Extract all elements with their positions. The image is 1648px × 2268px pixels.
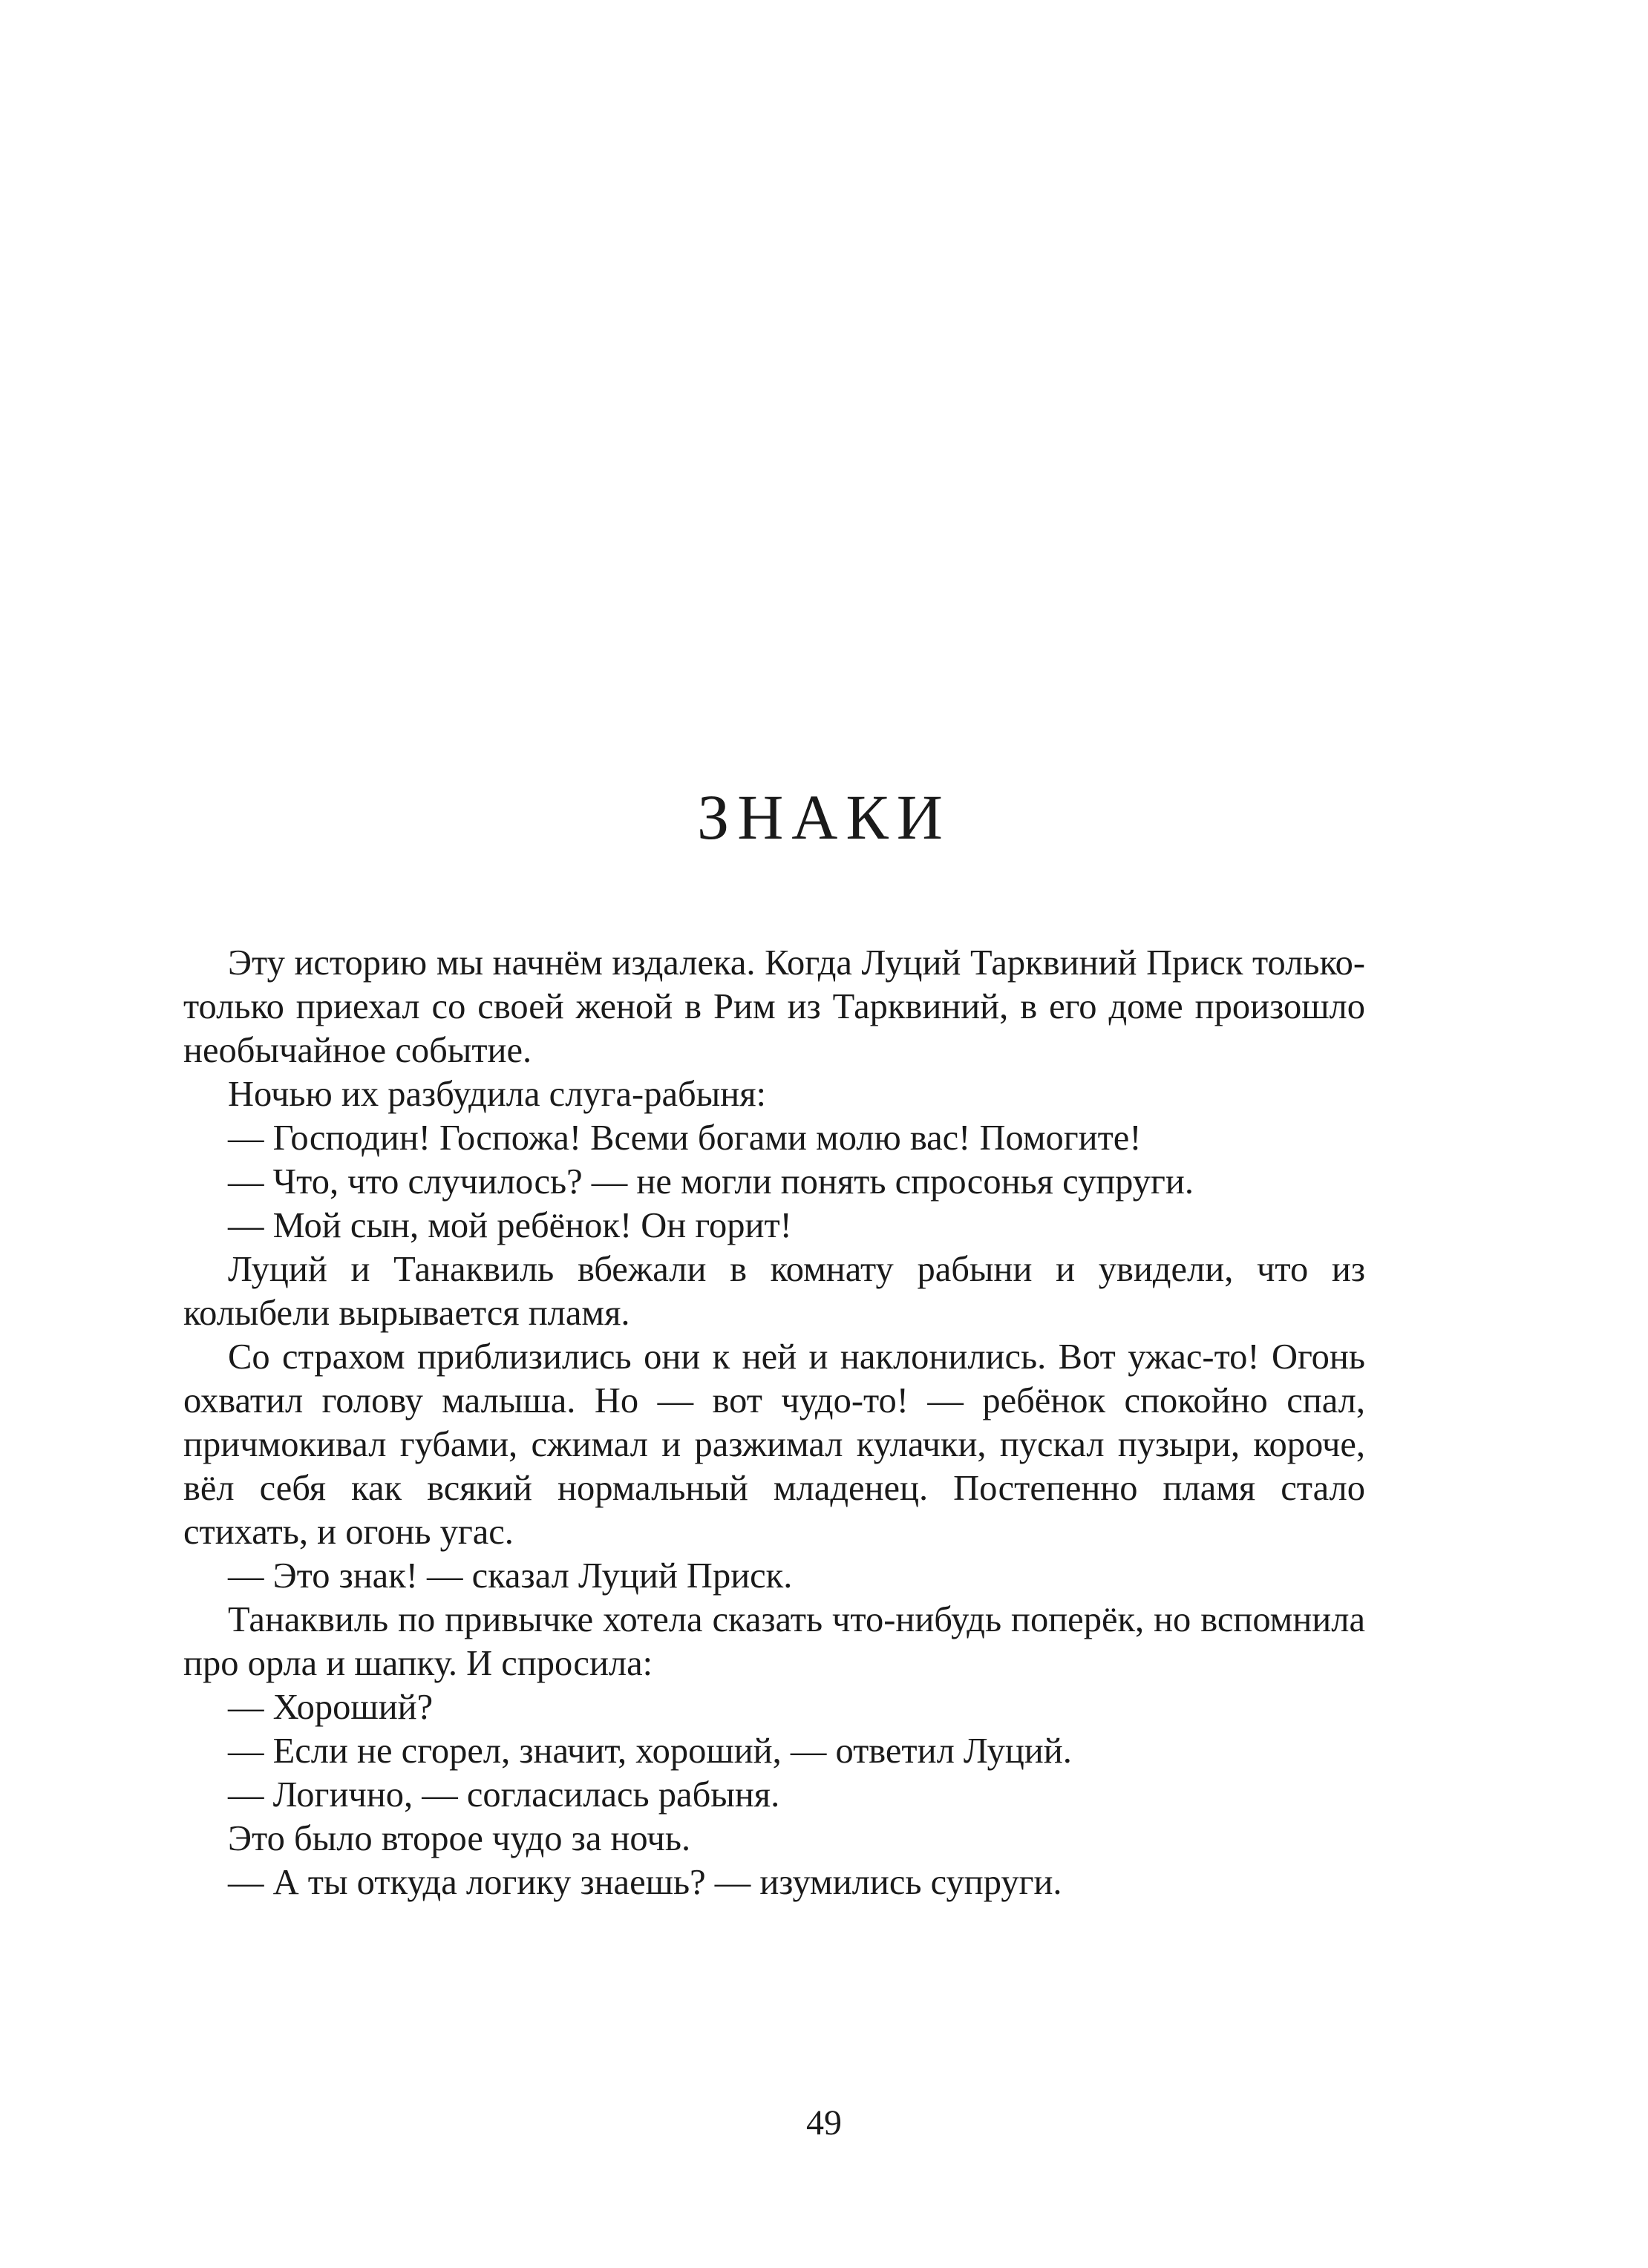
dialogue-line: — Хороший? bbox=[228, 1688, 434, 1727]
paragraph: Луций и Танаквиль вбежали в комнату рабыни и увидели, что из колыбели вырывается пламя. bbox=[183, 1250, 1365, 1333]
paragraph: Это было второе чудо за ночь. bbox=[228, 1819, 691, 1858]
dialogue-line: — Если не сгорел, значит, хороший, — ответил Луций. bbox=[228, 1731, 1072, 1771]
dialogue-line: — А ты откуда логику знаешь? — изумились супруги. bbox=[228, 1863, 1062, 1902]
dialogue-line: — Господин! Госпожа! Всеми богами молю вас! Помогите! bbox=[228, 1118, 1142, 1158]
paragraph: Ночью их разбудила слуга-рабыня: bbox=[228, 1075, 766, 1114]
dialogue-line: — Что, что случилось? — не могли понять спросонья супруги. bbox=[228, 1162, 1194, 1202]
paragraph: Эту историю мы начнём издалека. Когда Луций Тарквиний Приск только-только приехал со своей женой в Рим из Тарквиний, в его доме произошло необычайное событие. bbox=[183, 943, 1365, 1070]
page-number: 49 bbox=[806, 2103, 842, 2143]
dialogue-line: — Мой сын, мой ребёнок! Он горит! bbox=[228, 1206, 792, 1245]
paragraph: Со страхом приблизились они к ней и наклонились. Вот ужас-то! Огонь охватил голову малыша. Но — вот чудо-то! — ребёнок спокойно спал, причмокивал губами, сжимал и разжимал кулачки, пускал пузыри, короче, вёл себя как всякий нормальный младенец. Постепенно пламя стало стихать, и огонь угас. bbox=[183, 1337, 1365, 1552]
paragraph: Танаквиль по привычке хотела сказать что-нибудь поперёк, но вспомнила про орла и шапку. И спросила: bbox=[183, 1600, 1365, 1683]
dialogue-line: — Логично, — согласилась рабыня. bbox=[228, 1775, 780, 1815]
chapter-title: ЗНАКИ bbox=[697, 781, 951, 853]
dialogue-line: — Это знак! — сказал Луций Приск. bbox=[228, 1556, 793, 1596]
body-text bbox=[183, 941, 1365, 1904]
